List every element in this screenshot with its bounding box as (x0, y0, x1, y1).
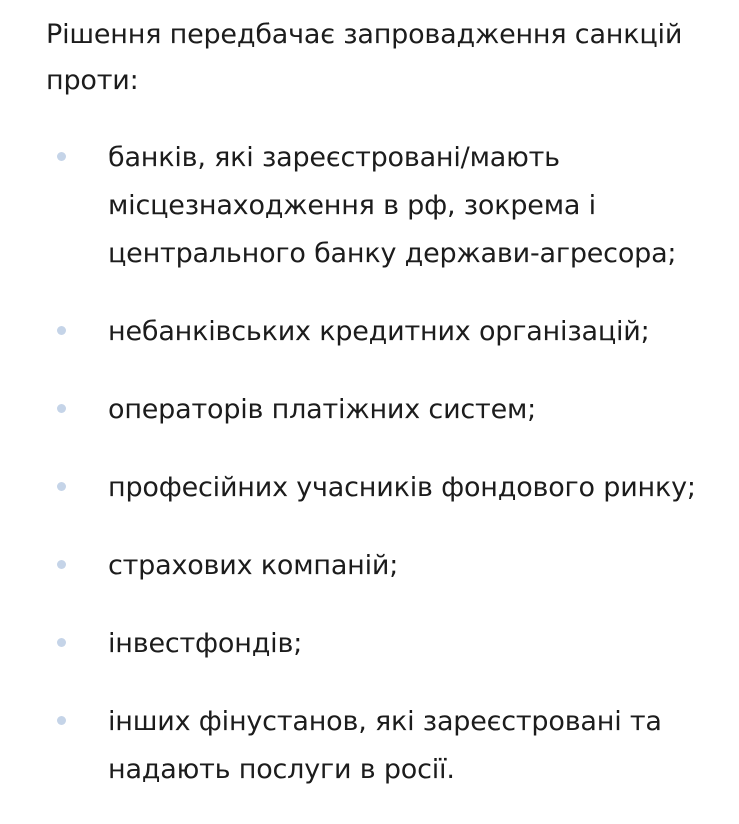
list-item (0, 698, 739, 794)
bullet-icon (57, 326, 66, 335)
list-item-text: інших фінустанов, які зареєстровані та надають послуги в росії. (108, 706, 662, 785)
list-item (0, 542, 739, 590)
list-item (0, 620, 739, 668)
list-item-text: операторів платіжних систем; (108, 394, 537, 425)
bullet-icon (57, 152, 66, 161)
list-item-text: інвестфондів; (108, 628, 303, 659)
list-item (0, 308, 739, 356)
list-item (0, 134, 739, 278)
list-item-text: небанківських кредитних організацій; (108, 316, 650, 347)
list-item (0, 464, 739, 512)
list-item-text: страхових компаній; (108, 550, 399, 581)
bullet-icon (57, 716, 66, 725)
bullet-icon (57, 560, 66, 569)
intro-paragraph: Рішення передбачає запровадження санкцій проти: (46, 19, 683, 96)
sanctions-list (0, 134, 739, 824)
list-item-text: банків, які зареєстровані/мають місцезнаходження в рф, зокрема і центрального банку держави-агресора; (108, 142, 677, 269)
bullet-icon (57, 638, 66, 647)
bullet-icon (57, 404, 66, 413)
bullet-icon (57, 482, 66, 491)
list-item-text: професійних учасників фондового ринку; (108, 472, 696, 503)
list-item (0, 386, 739, 434)
